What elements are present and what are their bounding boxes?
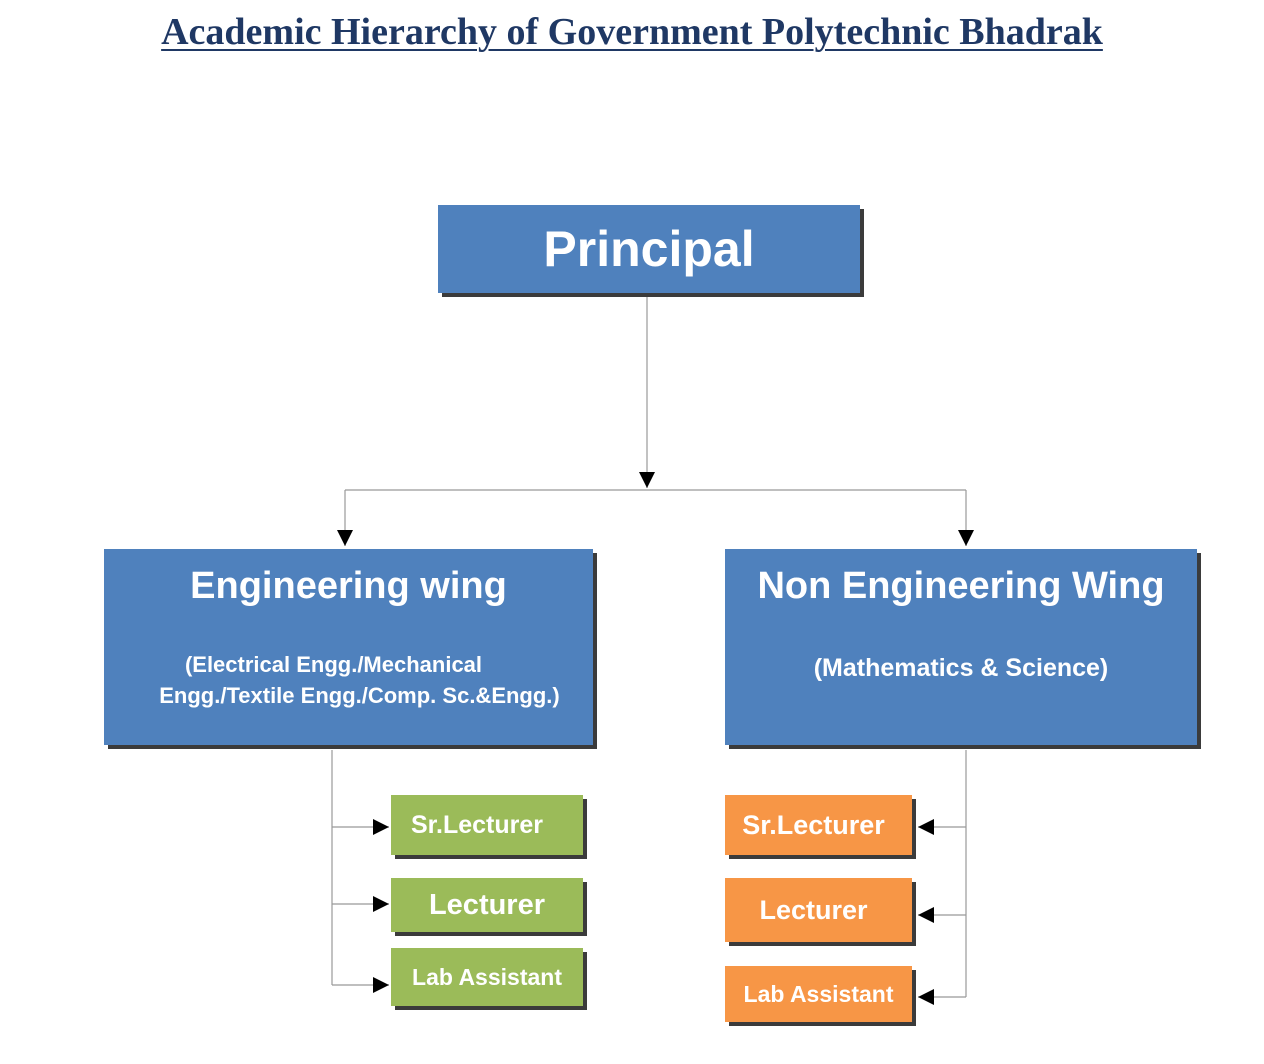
engineering-wing-subtitle	[104, 649, 593, 711]
engineering-wing-title: Engineering wing	[190, 565, 507, 607]
non-engineering-sr-lecturer-box: Sr.Lecturer	[725, 795, 912, 855]
non-engineering-lecturer-box: Lecturer	[725, 878, 912, 942]
non-engineering-wing-box	[725, 549, 1197, 745]
non-engineering-wing-subtitle: (Mathematics & Science)	[813, 654, 1109, 682]
engineering-wing-subtitle-line1: (Electrical Engg./Mechanical	[184, 652, 483, 677]
engineering-sr-lecturer-box: Sr.Lecturer	[391, 795, 583, 855]
engineering-wing-box	[104, 549, 593, 745]
non-engineering-wing-title: Non Engineering Wing	[757, 565, 1165, 607]
engineering-wing-subtitle-line2: Engg./Textile Engg./Comp. Sc.&Engg.)	[159, 683, 560, 708]
non-engineering-lab-assistant-box: Lab Assistant	[725, 966, 912, 1022]
engineering-lecturer-box: Lecturer	[391, 878, 583, 932]
principal-box	[438, 205, 860, 293]
diagram-title: Academic Hierarchy of Government Polytechnic Bhadrak	[161, 11, 1103, 53]
engineering-lab-assistant-box: Lab Assistant	[391, 948, 583, 1006]
principal-label: Principal	[543, 221, 755, 277]
